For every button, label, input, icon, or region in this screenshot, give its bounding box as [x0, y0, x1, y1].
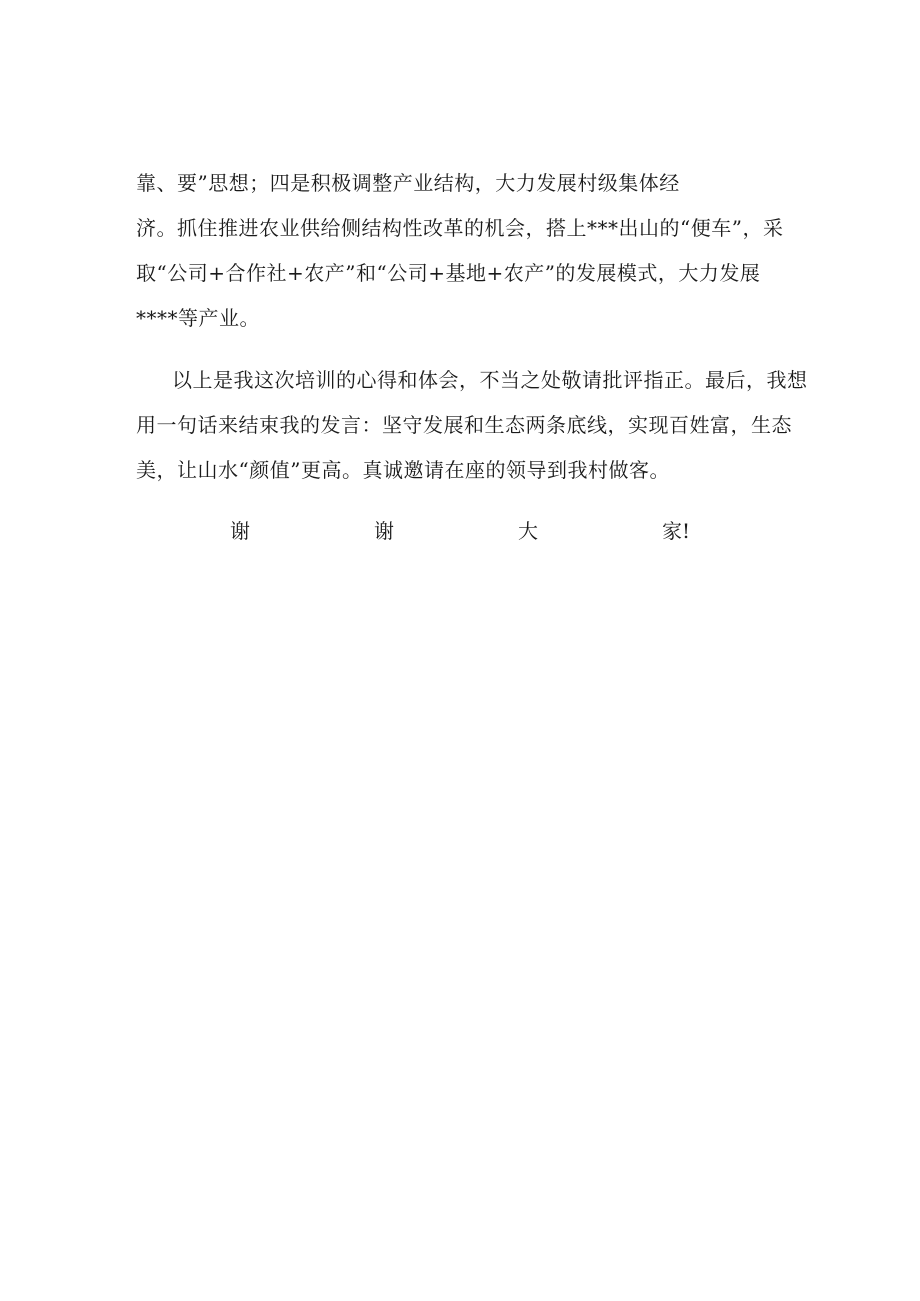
paragraph2-line-1: 以上是我这次培训的心得和体会，不当之处敬请批评指正。最后，我想: [172, 368, 808, 392]
paragraph1-line-1: 靠、要”思想；四是积极调整产业结构，大力发展村级集体经: [136, 171, 680, 195]
closing-char-2: 谢: [373, 519, 394, 543]
closing-thanks: [230, 518, 690, 544]
paragraph1-line-2: 济。抓住推进农业供给侧结构性改革的机会，搭上***出山的“便车”，采: [136, 216, 784, 240]
closing-char-3: 大: [517, 519, 538, 543]
closing-char-1: 谢: [230, 519, 250, 543]
paragraph2-line-2: 用一句话来结束我的发言：坚守发展和生态两条底线，实现百姓富，生态: [136, 413, 792, 437]
paragraph2-line-3: 美，让山水“颜值”更高。真诚邀请在座的领导到我村做客。: [136, 458, 670, 482]
paragraph1-line-4: ****等产业。: [136, 306, 260, 330]
closing-char-4: 家!: [661, 519, 690, 543]
paragraph1-line-3: 取“公司+合作社+农产”和“公司+基地+农产”的发展模式，大力发展: [136, 261, 761, 285]
